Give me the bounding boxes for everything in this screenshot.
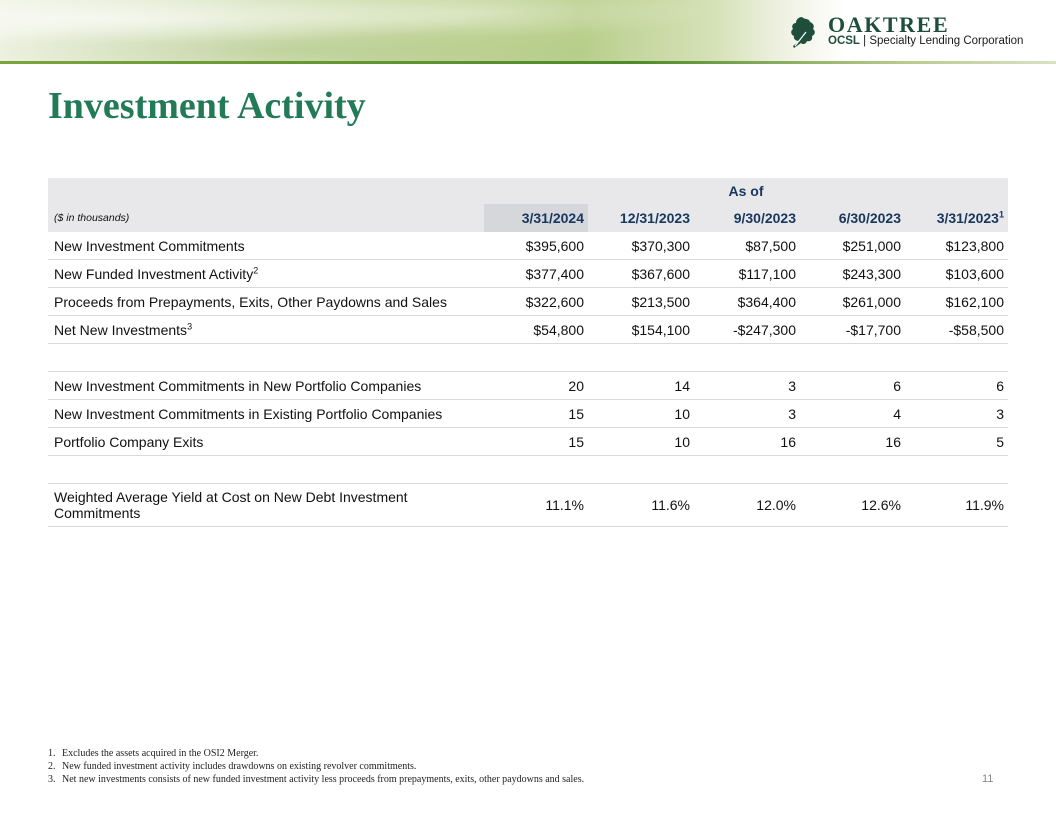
- company-subtitle: [828, 35, 1023, 47]
- table-row: [48, 232, 1008, 260]
- table-cell: $377,400: [484, 260, 588, 288]
- row-label: New Funded Investment Activity$^2$: [48, 260, 484, 288]
- row-label: Portfolio Company Exits: [48, 428, 484, 456]
- spacer-row: [48, 456, 1008, 484]
- row-label: Proceeds from Prepayments, Exits, Other Paydowns and Sales: [48, 288, 484, 316]
- table-cell: 11.6%: [588, 484, 694, 527]
- table-cell: 10: [588, 428, 694, 456]
- table-row: [48, 260, 1008, 288]
- footnote: 3. Net new investments consists of new funded investment activity less proceeds from prepayments, exits, other paydowns and sales.: [48, 774, 585, 785]
- table-cell: 14: [588, 372, 694, 400]
- oaktree-logo: [784, 12, 1024, 52]
- table-cell: $251,000: [800, 232, 905, 260]
- table-row: [48, 288, 1008, 316]
- page-number: 11: [982, 773, 994, 785]
- table-cell: 12.6%: [800, 484, 905, 527]
- table-row: [48, 484, 1008, 527]
- footnote-marker: 2: [253, 264, 259, 275]
- footnotes: [48, 747, 584, 786]
- row-label: New Investment Commitments: [48, 232, 484, 260]
- table-cell: 12.0%: [694, 484, 800, 527]
- column-header: 12/31/2023: [588, 204, 694, 232]
- ticker: OCSL: [828, 35, 860, 47]
- table-cell: 3: [694, 400, 800, 428]
- brand-name: OAKTREE: [828, 12, 950, 37]
- table-cell: 6: [905, 372, 1008, 400]
- footnote-marker: 3: [187, 320, 193, 331]
- table-cell: 20: [484, 372, 588, 400]
- table-cell: $117,100: [694, 260, 800, 288]
- table-cell: 16: [800, 428, 905, 456]
- spacer-row: [48, 344, 1008, 372]
- column-header-row: [48, 204, 1008, 232]
- table-cell: $367,600: [588, 260, 694, 288]
- table-cell: $370,300: [588, 232, 694, 260]
- table-cell: 4: [800, 400, 905, 428]
- as-of-header: As of: [484, 178, 1008, 204]
- table-cell: 11.1%: [484, 484, 588, 527]
- table-cell: 3: [694, 372, 800, 400]
- investment-activity-table: [48, 178, 1008, 527]
- table-cell: 5: [905, 428, 1008, 456]
- table-cell: 15: [484, 428, 588, 456]
- footnote: 2. New funded investment activity includes drawdowns on existing revolver commitments.: [48, 761, 417, 772]
- page-title: Investment Activity: [48, 85, 366, 127]
- header-divider-line: [0, 61, 1056, 64]
- table-cell: -$17,700: [800, 316, 905, 344]
- table-cell: $87,500: [694, 232, 800, 260]
- footnote-marker: 1: [998, 209, 1004, 220]
- table-row: [48, 372, 1008, 400]
- row-label: Net New Investments$^3$: [48, 316, 484, 344]
- row-label: Weighted Average Yield at Cost on New Debt Investment Commitments: [48, 484, 484, 527]
- row-label: New Investment Commitments in Existing Portfolio Companies: [48, 400, 484, 428]
- table-cell: 11.9%: [905, 484, 1008, 527]
- table-cell: 10: [588, 400, 694, 428]
- table-cell: 6: [800, 372, 905, 400]
- table-cell: $54,800: [484, 316, 588, 344]
- column-header: 9/30/2023: [694, 204, 800, 232]
- table-cell: $123,800: [905, 232, 1008, 260]
- row-label: New Investment Commitments in New Portfolio Companies: [48, 372, 484, 400]
- column-header: 3/31/2024: [484, 204, 588, 232]
- table-row: [48, 428, 1008, 456]
- units-note: ($ in thousands): [48, 204, 484, 232]
- table-cell: 3: [905, 400, 1008, 428]
- column-header: 6/30/2023: [800, 204, 905, 232]
- column-header: 3/31/2023$^1$: [905, 204, 1008, 232]
- group-header-row: [48, 178, 1008, 204]
- table-cell: -$58,500: [905, 316, 1008, 344]
- leaf-background-image: [0, 0, 820, 62]
- oak-leaf-icon: [784, 14, 820, 50]
- table-cell: $364,400: [694, 288, 800, 316]
- table-cell: $103,600: [905, 260, 1008, 288]
- table-cell: 15: [484, 400, 588, 428]
- table-cell: $395,600: [484, 232, 588, 260]
- table-cell: $154,100: [588, 316, 694, 344]
- table-cell: $162,100: [905, 288, 1008, 316]
- table-cell: $243,300: [800, 260, 905, 288]
- table-cell: -$247,300: [694, 316, 800, 344]
- table-cell: $261,000: [800, 288, 905, 316]
- table-cell: 16: [694, 428, 800, 456]
- table-cell: $213,500: [588, 288, 694, 316]
- divider: |: [863, 35, 867, 47]
- table-row: [48, 316, 1008, 344]
- table-cell: $322,600: [484, 288, 588, 316]
- table-row: [48, 400, 1008, 428]
- company-name: Specialty Lending Corporation: [869, 35, 1024, 47]
- footnote: 1. Excludes the assets acquired in the OSI2 Merger.: [48, 748, 259, 759]
